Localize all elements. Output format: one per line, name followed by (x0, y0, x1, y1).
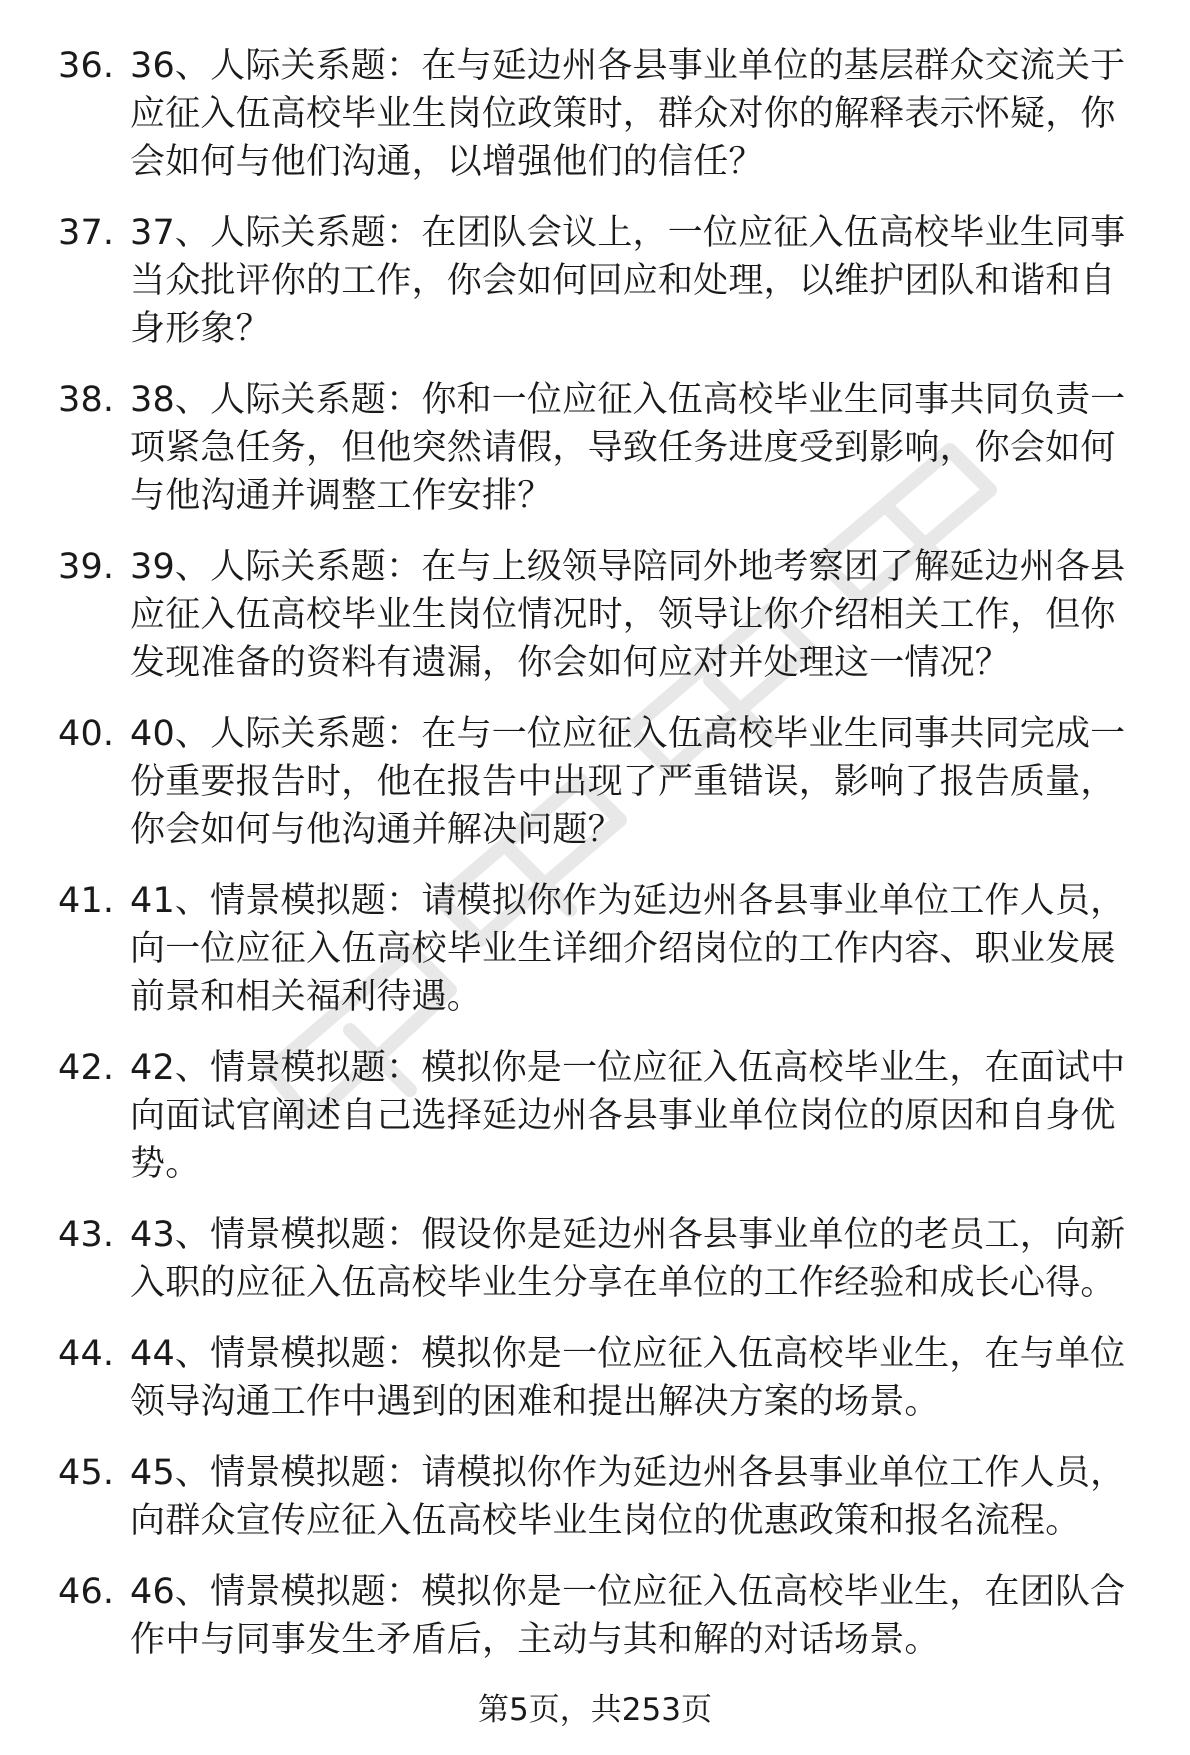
question-text: 39、人际关系题：在与上级领导陪同外地考察团了解延边州各县应征入伍高校毕业生岗位情况时，领导让你介绍相关工作，但你发现准备的资料有遗漏，你会如何应对并处理这一情况？ (130, 547, 1126, 683)
question-number: 38. (58, 380, 115, 420)
question-item (0, 710, 1190, 854)
question-number: 37. (58, 213, 115, 253)
question-number: 42. (58, 1048, 115, 1088)
question-item (0, 1568, 1190, 1664)
question-number: 41. (58, 881, 115, 921)
question-text: 45、情景模拟题：请模拟你作为延边州各县事业单位工作人员，向群众宣传应征入伍高校毕业生岗位的优惠政策和报名流程。 (130, 1453, 1126, 1541)
question-item (0, 1449, 1190, 1545)
question-text: 37、人际关系题：在团队会议上，一位应征入伍高校毕业生同事当众批评你的工作，你会如何回应和处理，以维护团队和谐和自身形象？ (130, 213, 1126, 349)
question-number: 45. (58, 1453, 115, 1493)
question-item (0, 376, 1190, 520)
question-text: 46、情景模拟题：模拟你是一位应征入伍高校毕业生，在团队合作中与同事发生矛盾后，主动与其和解的对话场景。 (130, 1572, 1126, 1660)
question-text: 41、情景模拟题：请模拟你作为延边州各县事业单位工作人员，向一位应征入伍高校毕业生详细介绍岗位的工作内容、职业发展前景和相关福利待遇。 (130, 881, 1126, 1017)
question-text: 43、情景模拟题：假设你是延边州各县事业单位的老员工，向新入职的应征入伍高校毕业生分享在单位的工作经验和成长心得。 (130, 1215, 1126, 1303)
question-number: 36. (58, 46, 115, 86)
question-number: 46. (58, 1572, 115, 1612)
question-text: 42、情景模拟题：模拟你是一位应征入伍高校毕业生，在面试中向面试官阐述自己选择延边州各县事业单位岗位的原因和自身优势。 (130, 1048, 1126, 1184)
question-number: 44. (58, 1334, 115, 1374)
question-text: 38、人际关系题：你和一位应征入伍高校毕业生同事共同负责一项紧急任务，但他突然请假，导致任务进度受到影响，你会如何与他沟通并调整工作安排？ (130, 380, 1126, 516)
question-text: 44、情景模拟题：模拟你是一位应征入伍高校毕业生，在与单位领导沟通工作中遇到的困难和提出解决方案的场景。 (130, 1334, 1126, 1422)
question-text: 40、人际关系题：在与一位应征入伍高校毕业生同事共同完成一份重要报告时，他在报告中出现了严重错误，影响了报告质量，你会如何与他沟通并解决问题？ (130, 714, 1126, 850)
page-number: 第5页，共253页 (478, 1692, 712, 1728)
question-item (0, 1211, 1190, 1307)
question-item (0, 543, 1190, 687)
question-number: 43. (58, 1215, 115, 1255)
question-item (0, 1330, 1190, 1426)
question-number: 39. (58, 547, 115, 587)
question-item (0, 1044, 1190, 1188)
question-item (0, 42, 1190, 186)
question-list (0, 42, 1190, 1664)
question-text: 36、人际关系题：在与延边州各县事业单位的基层群众交流关于应征入伍高校毕业生岗位政策时，群众对你的解释表示怀疑，你会如何与他们沟通，以增强他们的信任？ (130, 46, 1126, 182)
question-item (0, 877, 1190, 1021)
question-item (0, 209, 1190, 353)
question-number: 40. (58, 714, 115, 754)
